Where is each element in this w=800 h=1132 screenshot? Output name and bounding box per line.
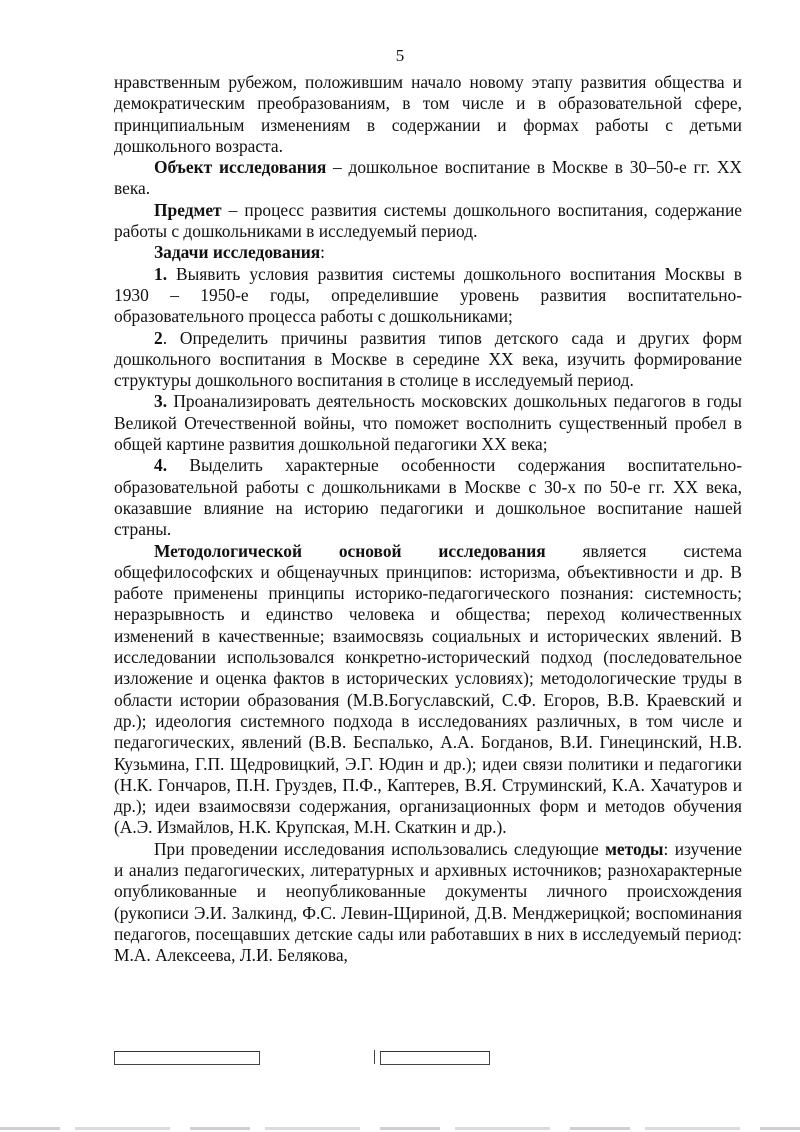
methods-text-after: : изучение и анализ педагогических, литературных и архивных источников; разнохарактерные опубликованные и неопубликованные документы личного происхождения (рукописи Э.И. Залкинд, Ф.С. Левин-Щириной, Д.В. Менджерицкой; воспоминания педагогов, посещавших детские сады или работавших в них в исследуемый период: М.А. Алексеева, Л.И. Белякова, (114, 838, 742, 966)
task-text: Выявить условия развития системы дошкольного воспитания Москвы в 1930 – 1950-е годы, определившие уровень развития воспитательно-образовательного процесса работы с дошкольниками; (114, 263, 742, 327)
task-text: Проанализировать деятельность московских дошкольных педагогов в годы Великой Отечественной войны, что поможет восполнить существенный пробел в общей картине развития дошкольной педагогики XX века; (114, 391, 742, 455)
task-text: Выделить характерные особенности содержания воспитательно-образовательной работы с дошкольниками в Москве с 30-х по 50-е гг. XX века, оказавшие влияние на историю педагогики и дошкольное воспитание нашей страны. (114, 455, 742, 540)
task-number: 4. (154, 455, 168, 476)
paragraph-intro-continuation: нравственным рубежом, положившим начало новому этапу развития общества и демократическим преобразованиям, в том числе и в образовательной сфере, принципиальным изменениям в содержании и формах работы с детьми дошкольного возраста. (114, 72, 742, 156)
methods-label: методы (605, 838, 664, 859)
stamp-tick (374, 1050, 375, 1064)
task-item (114, 328, 742, 392)
object-label: Объект исследования (154, 157, 327, 178)
methods-text-before: При проведении исследования использовались следующие (154, 838, 606, 859)
methodology-label: Методологической основой исследования (154, 540, 546, 561)
page-number: 5 (395, 46, 405, 65)
task-number: 2 (154, 327, 163, 348)
task-number: 3. (154, 391, 168, 412)
document-body (114, 72, 742, 966)
subject-label: Предмет (154, 199, 222, 220)
paragraph-subject (114, 200, 742, 243)
scan-edge-artifact (0, 1127, 800, 1130)
task-text: . Определить причины развития типов детского сада и других форм дошкольного воспитания в Москве в середине XX века, изучить формирование структуры дошкольного воспитания в столице в исследуемый период. (114, 327, 742, 391)
task-item (114, 391, 742, 455)
paragraph-object (114, 157, 742, 200)
tasks-heading-colon: : (320, 242, 325, 263)
tasks-heading-label: Задачи исследования (154, 242, 321, 263)
tasks-heading (114, 242, 742, 263)
paragraph-methodology (114, 541, 742, 839)
stamp-box-left (114, 1051, 260, 1065)
task-number: 1. (154, 263, 168, 284)
task-item (114, 264, 742, 328)
paragraph-methods (114, 839, 742, 967)
subject-text: – процесс развития системы дошкольного воспитания, содержание работы с дошкольниками в исследуемый период. (114, 199, 742, 242)
object-text: – дошкольное воспитание в Москве в 30–50-е гг. XX века. (114, 157, 742, 199)
stamp-box-right (380, 1051, 490, 1065)
task-item (114, 455, 742, 540)
methodology-text: является система общефилософских и общенаучных принципов: историзма, объективности и др. В работе применены принципы историко-педагогического познания: системность; неразрывность и единство человека и общества; переход количественных изменений в качественные; взаимосвязь социальных и исторических явлений. В исследовании использовался конкретно-исторический подход (последовательное изложение и оценка фактов в исторических условиях); методологические труды в области истории образования (М.В.Богуславский, С.Ф. Егоров, В.В. Краевский и др.); идеология системного подхода в исследованиях различных, в том числе и педагогических, явлений (В.В. Беспалько, А.А. Богданов, В.И. Гинецинский, Н.В. Кузьмина, Г.П. Щедровицкий, Э.Г. Юдин и др.); идеи связи политики и педагогики (Н.К. Гончаров, П.Н. Груздев, П.Ф., Каптерев, В.Я. Струминский, К.А. Хачатуров и др.); идеи взаимосвязи содержания, организационных форм и методов обучения (А.Э. Измайлов, Н.К. Крупская, М.Н. Скаткин и др.). (114, 540, 742, 838)
